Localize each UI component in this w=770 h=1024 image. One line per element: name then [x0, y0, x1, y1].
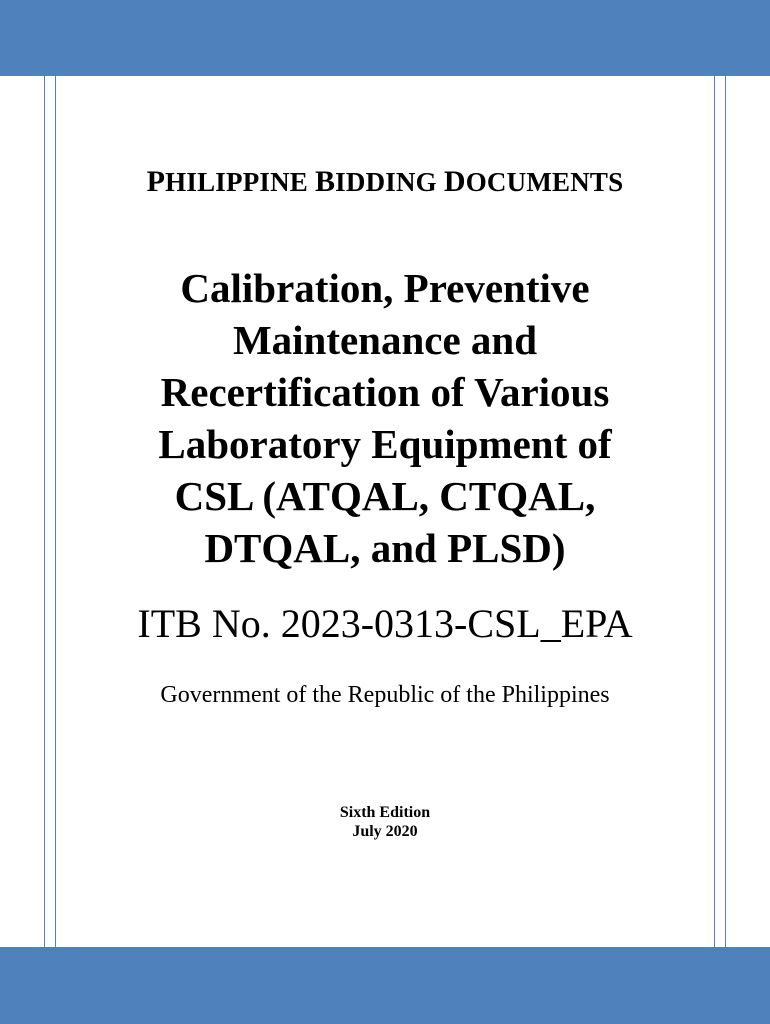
right-border-line-inner [714, 76, 715, 947]
title-line: Maintenance and [232, 317, 538, 363]
bottom-color-band [0, 947, 770, 1024]
edition-block [60, 803, 710, 841]
series-title: PHILIPPINE BIDDING DOCUMENTS [146, 165, 624, 198]
title-line: Calibration, Preventive [180, 265, 590, 311]
edition-label: Sixth Edition [339, 804, 431, 821]
left-border-line-inner [55, 76, 56, 947]
title-line: CSL (ATQAL, CTQAL, [174, 473, 596, 519]
document-title [60, 262, 710, 574]
left-border-line-outer [44, 76, 45, 947]
title-line: Recertification of Various [160, 369, 610, 415]
top-color-band [0, 0, 770, 76]
title-line: DTQAL, and PLSD) [204, 525, 566, 571]
itb-number: ITB No. 2023-0313-CSL_EPA [137, 601, 633, 646]
government-line: Government of the Republic of the Philippines [160, 682, 610, 708]
title-line: Laboratory Equipment of [158, 421, 612, 467]
right-border-line-outer [725, 76, 726, 947]
edition-date: July 2020 [352, 823, 418, 840]
